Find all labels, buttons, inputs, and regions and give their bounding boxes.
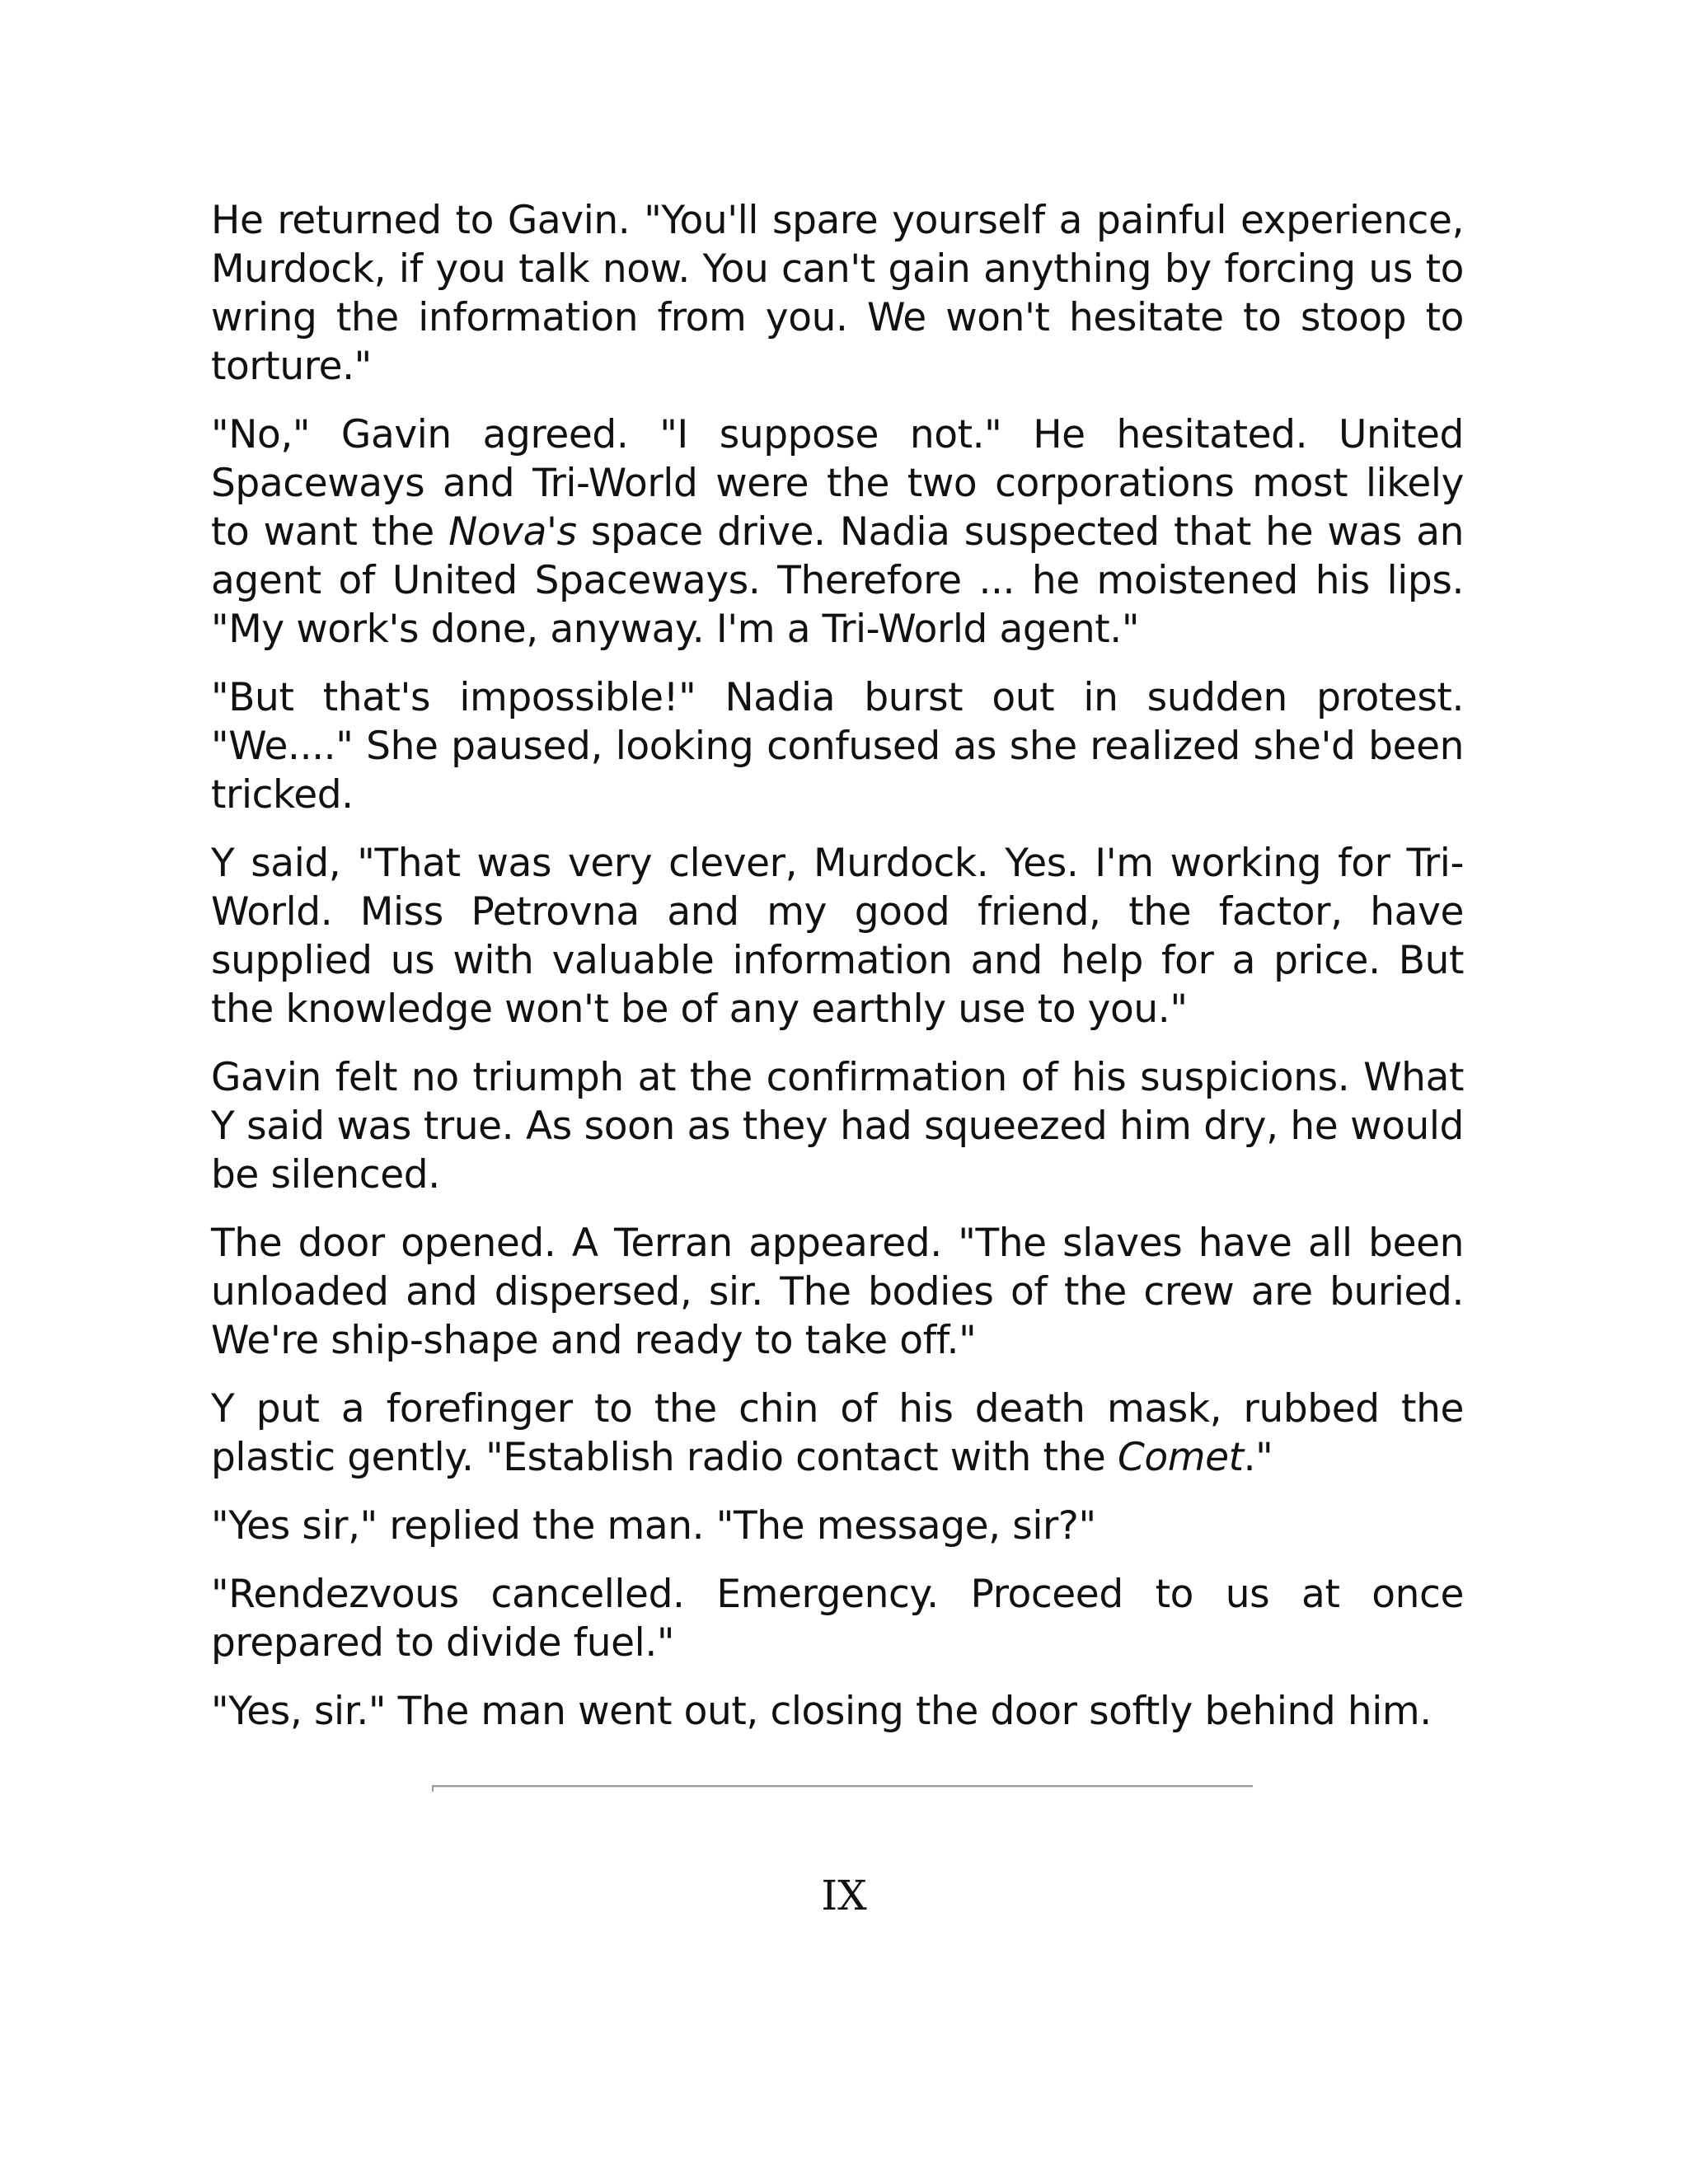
- italic-text: Comet: [1117, 1435, 1244, 1480]
- body-text: [211, 196, 1464, 1755]
- paragraph-text: .": [1243, 1435, 1273, 1480]
- paragraph: [211, 410, 1464, 654]
- paragraph: [211, 1053, 1464, 1199]
- paragraph: [211, 673, 1464, 819]
- section-divider: [432, 1785, 1253, 1788]
- paragraph: [211, 1502, 1464, 1550]
- paragraph-text: Gavin felt no triumph at the confirmation of his suspicions. What Y said was true. As soon as they had squeezed him dry, he would be silenced.: [211, 1055, 1464, 1197]
- paragraph-text: Y put a forefinger to the chin of his death mask, rubbed the plastic gently. "Establish radio contact with the: [211, 1386, 1464, 1480]
- paragraph: [211, 1219, 1464, 1365]
- paragraph-text: "Rendezvous cancelled. Emergency. Proceed to us at once prepared to divide fuel.": [211, 1572, 1464, 1666]
- paragraph-text: space drive. Nadia suspected that he was an agent of United Spaceways. Therefore ... he moistened his lips. "My work's done, anyway. I'm a Tri-World agent.": [211, 509, 1464, 652]
- paragraph: [211, 1570, 1464, 1667]
- paragraph-text: "Yes sir," replied the man. "The message, sir?": [211, 1503, 1096, 1549]
- paragraph-text: "Yes, sir." The man went out, closing the door softly behind him.: [211, 1689, 1432, 1734]
- italic-text: Nova's: [448, 509, 577, 555]
- paragraph: [211, 196, 1464, 391]
- section-divider-notch: [432, 1785, 434, 1792]
- paragraph-text: "But that's impossible!" Nadia burst out in sudden protest. "We...." She paused, looking confused as she realized she'd been tricked.: [211, 675, 1464, 818]
- paragraph-text: He returned to Gavin. "You'll spare yourself a painful experience, Murdock, if you talk now. You can't gain anything by forcing us to wring the information from you. We won't hesitate to stoop to torture.": [211, 198, 1464, 389]
- paragraph: [211, 839, 1464, 1033]
- paragraph-text: The door opened. A Terran appeared. "The slaves have all been unloaded and dispersed, sir. The bodies of the crew are buried. We're ship-shape and ready to take off.": [211, 1221, 1464, 1363]
- paragraph-text: Y said, "That was very clever, Murdock. Yes. I'm working for Tri-World. Miss Petrovna and my good friend, the factor, have supplied us with valuable information and help for a price. But the knowledge won't be of any earthly use to you.": [211, 841, 1464, 1032]
- chapter-heading: IX: [821, 1872, 867, 1919]
- paragraph-text: "No," Gavin agreed. "I suppose not." He hesitated. United Spaceways and Tri-World were the two corporations most likely to want the: [211, 412, 1464, 555]
- paragraph: [211, 1687, 1464, 1736]
- paragraph: [211, 1385, 1464, 1482]
